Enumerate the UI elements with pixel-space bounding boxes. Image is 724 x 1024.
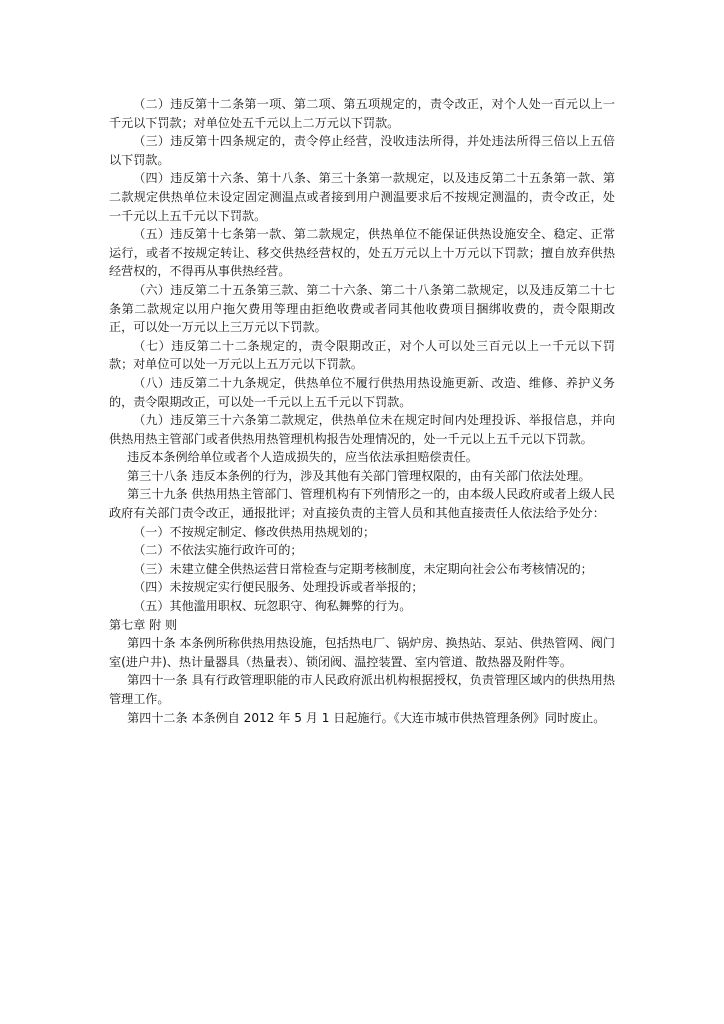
article-38: 第三十八条 违反本条例的行为，涉及其他有关部门管理权限的，由有关部门依法处理。 xyxy=(127,468,591,483)
damages-paragraph: 违反本条例给单位或者个人造成损失的，应当依法承担赔偿责任。 xyxy=(127,450,478,465)
article-41: 第四十一条 具有行政管理职能的市人民政府派出机构根据授权，负责管理区域内的供热用热管理工作。 xyxy=(109,673,615,706)
paragraph-item-6: （六）违反第二十五条第三款、第二十六条、第二十八条第二款规定，以及违反第二十七条第二款规定以用户拖欠费用等理由拒绝收费或者同其他收费项目捆绑收费的，责令限期改正，可以处一万元以上三万元以下罚款。 xyxy=(109,282,615,335)
paragraph-item-9: （九）违反第三十六条第二款规定，供热单位未在规定时间内处理投诉、举报信息，并向供热用热主管部门或者供热用热管理机构报告处理情况的，处一千元以上五千元以下罚款。 xyxy=(109,413,615,446)
paragraph-item-2: （二）违反第十二条第一项、第二项、第五项规定的，责令改正，对个人处一百元以上一千元以下罚款；对单位处五千元以上二万元以下罚款。 xyxy=(109,97,615,130)
paragraph-item-7: （七）违反第二十二条规定的，责令限期改正，对个人可以处三百元以上一千元以下罚款；对单位可以处一万元以上五万元以下罚款。 xyxy=(109,338,615,372)
paragraph-item-4: （四）违反第十六条、第十八条、第三十条第一款规定，以及违反第二十五条第一款、第二款规定供热单位未设定固定测温点或者接到用户测温要求后不按规定测温的，责令改正，处一千元以上五千元以下罚款。 xyxy=(109,171,615,223)
article-42: 第四十二条 本条例自 2012 年 5 月 1 日起施行。《大连市城市供热管理条例》同时废止。 xyxy=(127,710,606,725)
article-39-item-4: （四）未按规定实行便民服务、处理投诉或者举报的； xyxy=(133,580,424,595)
document-page xyxy=(109,95,615,727)
paragraph-item-5: （五）违反第十七条第一款、第二款规定，供热单位不能保证供热设施安全、稳定、正常运行，或者不按规定转让、移交供热经营权的，处五万元以上十万元以下罚款；擅自放弃供热经营权的，不得再从事供热经营。 xyxy=(109,227,615,279)
article-40: 第四十条 本条例所称供热用热设施，包括热电厂、锅炉房、换热站、泵站、供热管网、阀门室(进户井)、热计量器具（热量表）、锁闭阀、温控装置、室内管道、散热器及附件等。 xyxy=(109,636,615,669)
article-39-item-5: （五）其他滥用职权、玩忽职守、徇私舞弊的行为。 xyxy=(133,599,412,614)
paragraph-item-8: （八）违反第二十九条规定，供热单位不履行供热用热设施更新、改造、维修、养护义务的，责令限期改正，可以处一千元以上五千元以下罚款。 xyxy=(109,375,615,409)
article-39: 第三十九条 供热用热主管部门、管理机构有下列情形之一的，由本级人民政府或者上级人民政府有关部门责令改正，通报批评；对直接负责的主管人员和其他直接责任人依法给予处分： xyxy=(109,487,615,521)
chapter-7-heading: 第七章 附 则 xyxy=(109,617,178,632)
article-39-item-3: （三）未建立健全供热运营日常检查与定期考核制度，未定期向社会公布考核情况的； xyxy=(133,561,593,576)
article-39-item-2: （二）不依法实施行政许可的； xyxy=(133,543,303,558)
paragraph-item-3: （三）违反第十四条规定的，责令停止经营，没收违法所得，并处违法所得三倍以上五倍以下罚款。 xyxy=(109,134,615,167)
article-39-item-1: （一）不按规定制定、修改供热用热规划的； xyxy=(133,524,376,539)
